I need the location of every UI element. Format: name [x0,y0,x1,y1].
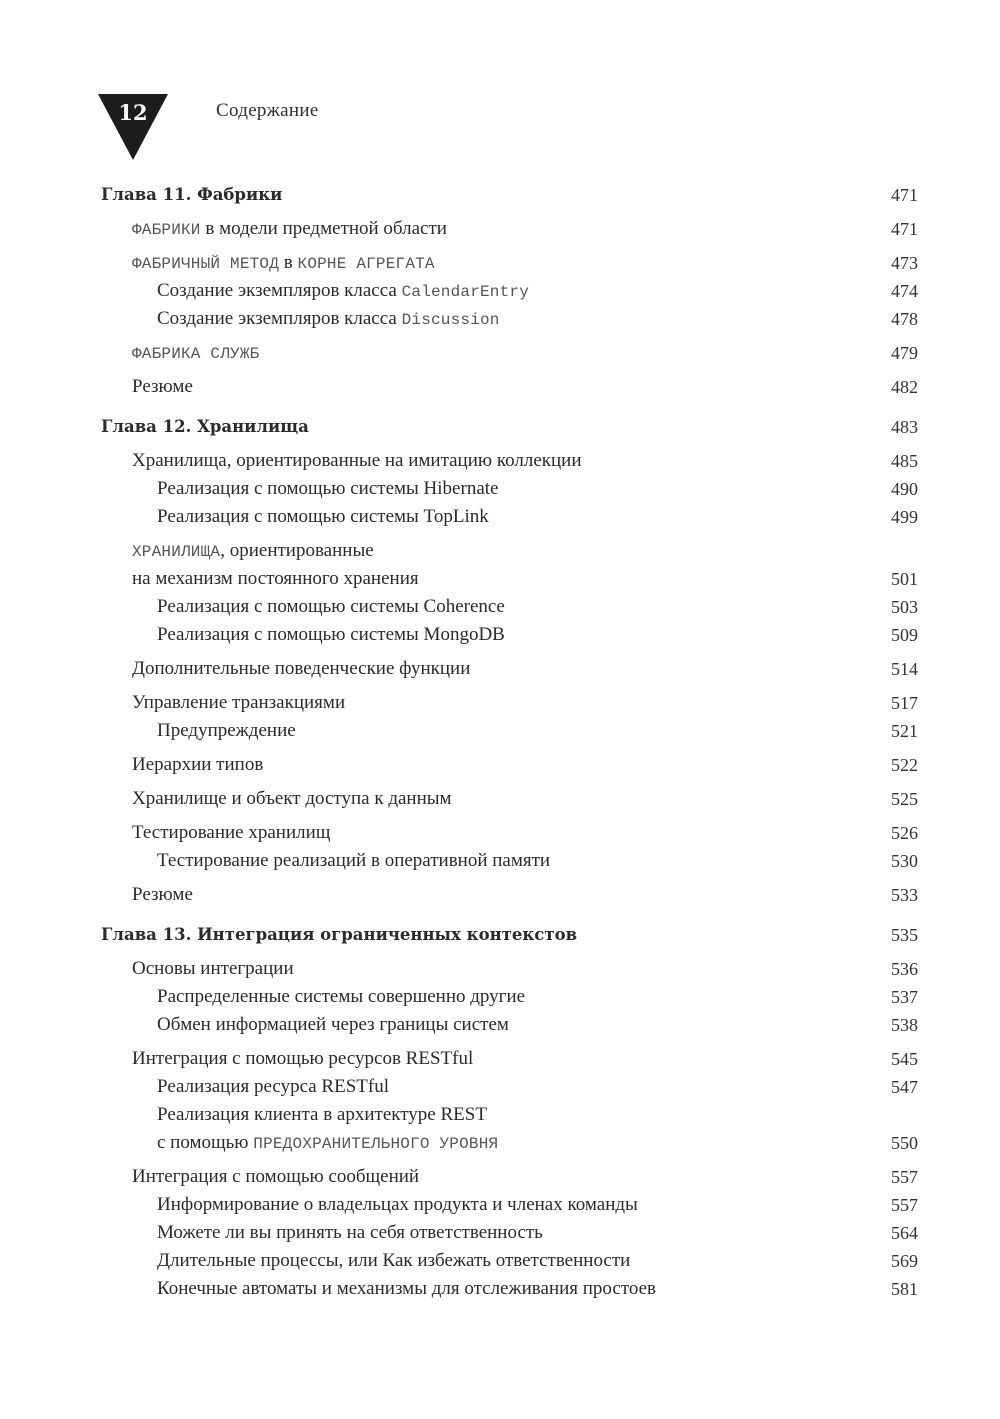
toc-title: Реализация с помощью системы Coherence [157,596,505,617]
toc-page: 509 [891,625,918,645]
toc-title: Иерархии типов [132,754,264,775]
toc-page: 522 [891,755,918,775]
toc-title: Реализация с помощью системы TopLink [157,506,489,527]
toc-page: 499 [891,507,918,527]
toc-page: 569 [891,1251,918,1271]
toc-title-smallcaps: ХРАНИЛИЩА [132,543,221,561]
toc-title: Хранилища, ориентированные на имитацию коллекции [132,450,582,471]
toc-page: 478 [891,309,918,329]
toc-title: в модели предметной области [200,218,447,239]
toc-title-code: CalendarEntry [401,283,530,301]
toc-title: Резюме [132,884,193,905]
toc-title: в [279,252,298,273]
toc-page: 564 [891,1223,918,1243]
toc-title: Реализация с помощью системы Hibernate [157,478,499,499]
toc-title: Тестирование реализаций в оперативной памяти [157,850,551,871]
toc-page: 530 [891,851,918,871]
toc-title: , ориентированные [220,540,374,561]
toc-title-smallcaps: ФАБРИЧНЫЙ МЕТОД [132,255,280,273]
toc-page: 490 [891,479,918,499]
running-title: Содержание [216,100,319,121]
toc-title-smallcaps: КОРНЕ АГРЕГАТА [297,255,435,273]
toc-title: Создание экземпляров класса [157,308,402,329]
toc-title: Создание экземпляров класса [157,280,402,301]
toc-title: Реализация с помощью системы MongoDB [157,624,505,645]
toc-page: 537 [891,987,918,1007]
toc-title: Распределенные системы совершенно другие [157,986,526,1007]
toc-page: 483 [891,417,918,437]
toc-title: Управление транзакциями [132,692,346,713]
toc-page: 536 [891,959,918,979]
toc-page: 557 [891,1167,918,1187]
toc-title: Предупреждение [157,720,296,741]
toc-page: 471 [891,185,918,205]
toc-page: 485 [891,451,918,471]
toc-title: Глава 13. Интеграция ограниченных контекстов [101,925,578,944]
toc-page: 581 [891,1279,918,1299]
toc-title: Длительные процессы, или Как избежать ответственности [157,1250,631,1271]
toc-page: 525 [891,789,918,809]
toc-title: Резюме [132,376,193,397]
toc-title: Можете ли вы принять на себя ответственность [157,1222,543,1243]
toc-title: Основы интеграции [132,958,294,979]
toc-page: 538 [891,1015,918,1035]
page-number: 12 [118,100,148,125]
page-number-badge [98,94,168,160]
toc-page: 547 [891,1077,918,1097]
toc-title-smallcaps: ПРЕДОХРАНИТЕЛЬНОГО УРОВНЯ [253,1135,499,1153]
toc-page: 482 [891,377,918,397]
toc-page: 471 [891,219,918,239]
toc-page: 535 [891,925,918,945]
toc-title-smallcaps: ФАБРИКИ [132,221,201,239]
toc-title: Интеграция с помощью сообщений [132,1166,420,1187]
toc-title: Тестирование хранилищ [132,822,331,843]
toc-title: Обмен информацией через границы систем [157,1014,509,1035]
toc-title: Глава 11. Фабрики [101,185,283,204]
toc-page: 514 [891,659,918,679]
toc-page: 501 [891,569,918,589]
toc-page: 533 [891,885,918,905]
toc-page: 474 [891,281,918,301]
toc-page: 479 [891,343,918,363]
toc-page: 526 [891,823,918,843]
toc-page: 517 [891,693,918,713]
toc-title: Глава 12. Хранилища [101,417,309,436]
toc-page: 550 [891,1133,918,1153]
toc-title-smallcaps: ФАБРИКА СЛУЖБ [132,345,260,363]
toc-title: Реализация клиента в архитектуре REST [157,1104,487,1125]
toc-title: Реализация ресурса RESTful [157,1076,389,1097]
toc-title: Дополнительные поведенческие функции [132,658,471,679]
toc-page: 503 [891,597,918,617]
toc-page: 545 [891,1049,918,1069]
toc-page: 557 [891,1195,918,1215]
toc-title: на механизм постоянного хранения [132,568,419,589]
toc-title: Конечные автоматы и механизмы для отслеживания простоев [157,1278,657,1299]
toc-title: с помощью [157,1132,254,1153]
toc-title: Информирование о владельцах продукта и членах команды [157,1194,638,1215]
toc-title: Хранилище и объект доступа к данным [132,788,452,809]
toc-page: 521 [891,721,918,741]
toc-title: Интеграция с помощью ресурсов RESTful [132,1048,474,1069]
toc-title-code: Discussion [401,311,500,329]
toc-page: 473 [891,253,918,273]
